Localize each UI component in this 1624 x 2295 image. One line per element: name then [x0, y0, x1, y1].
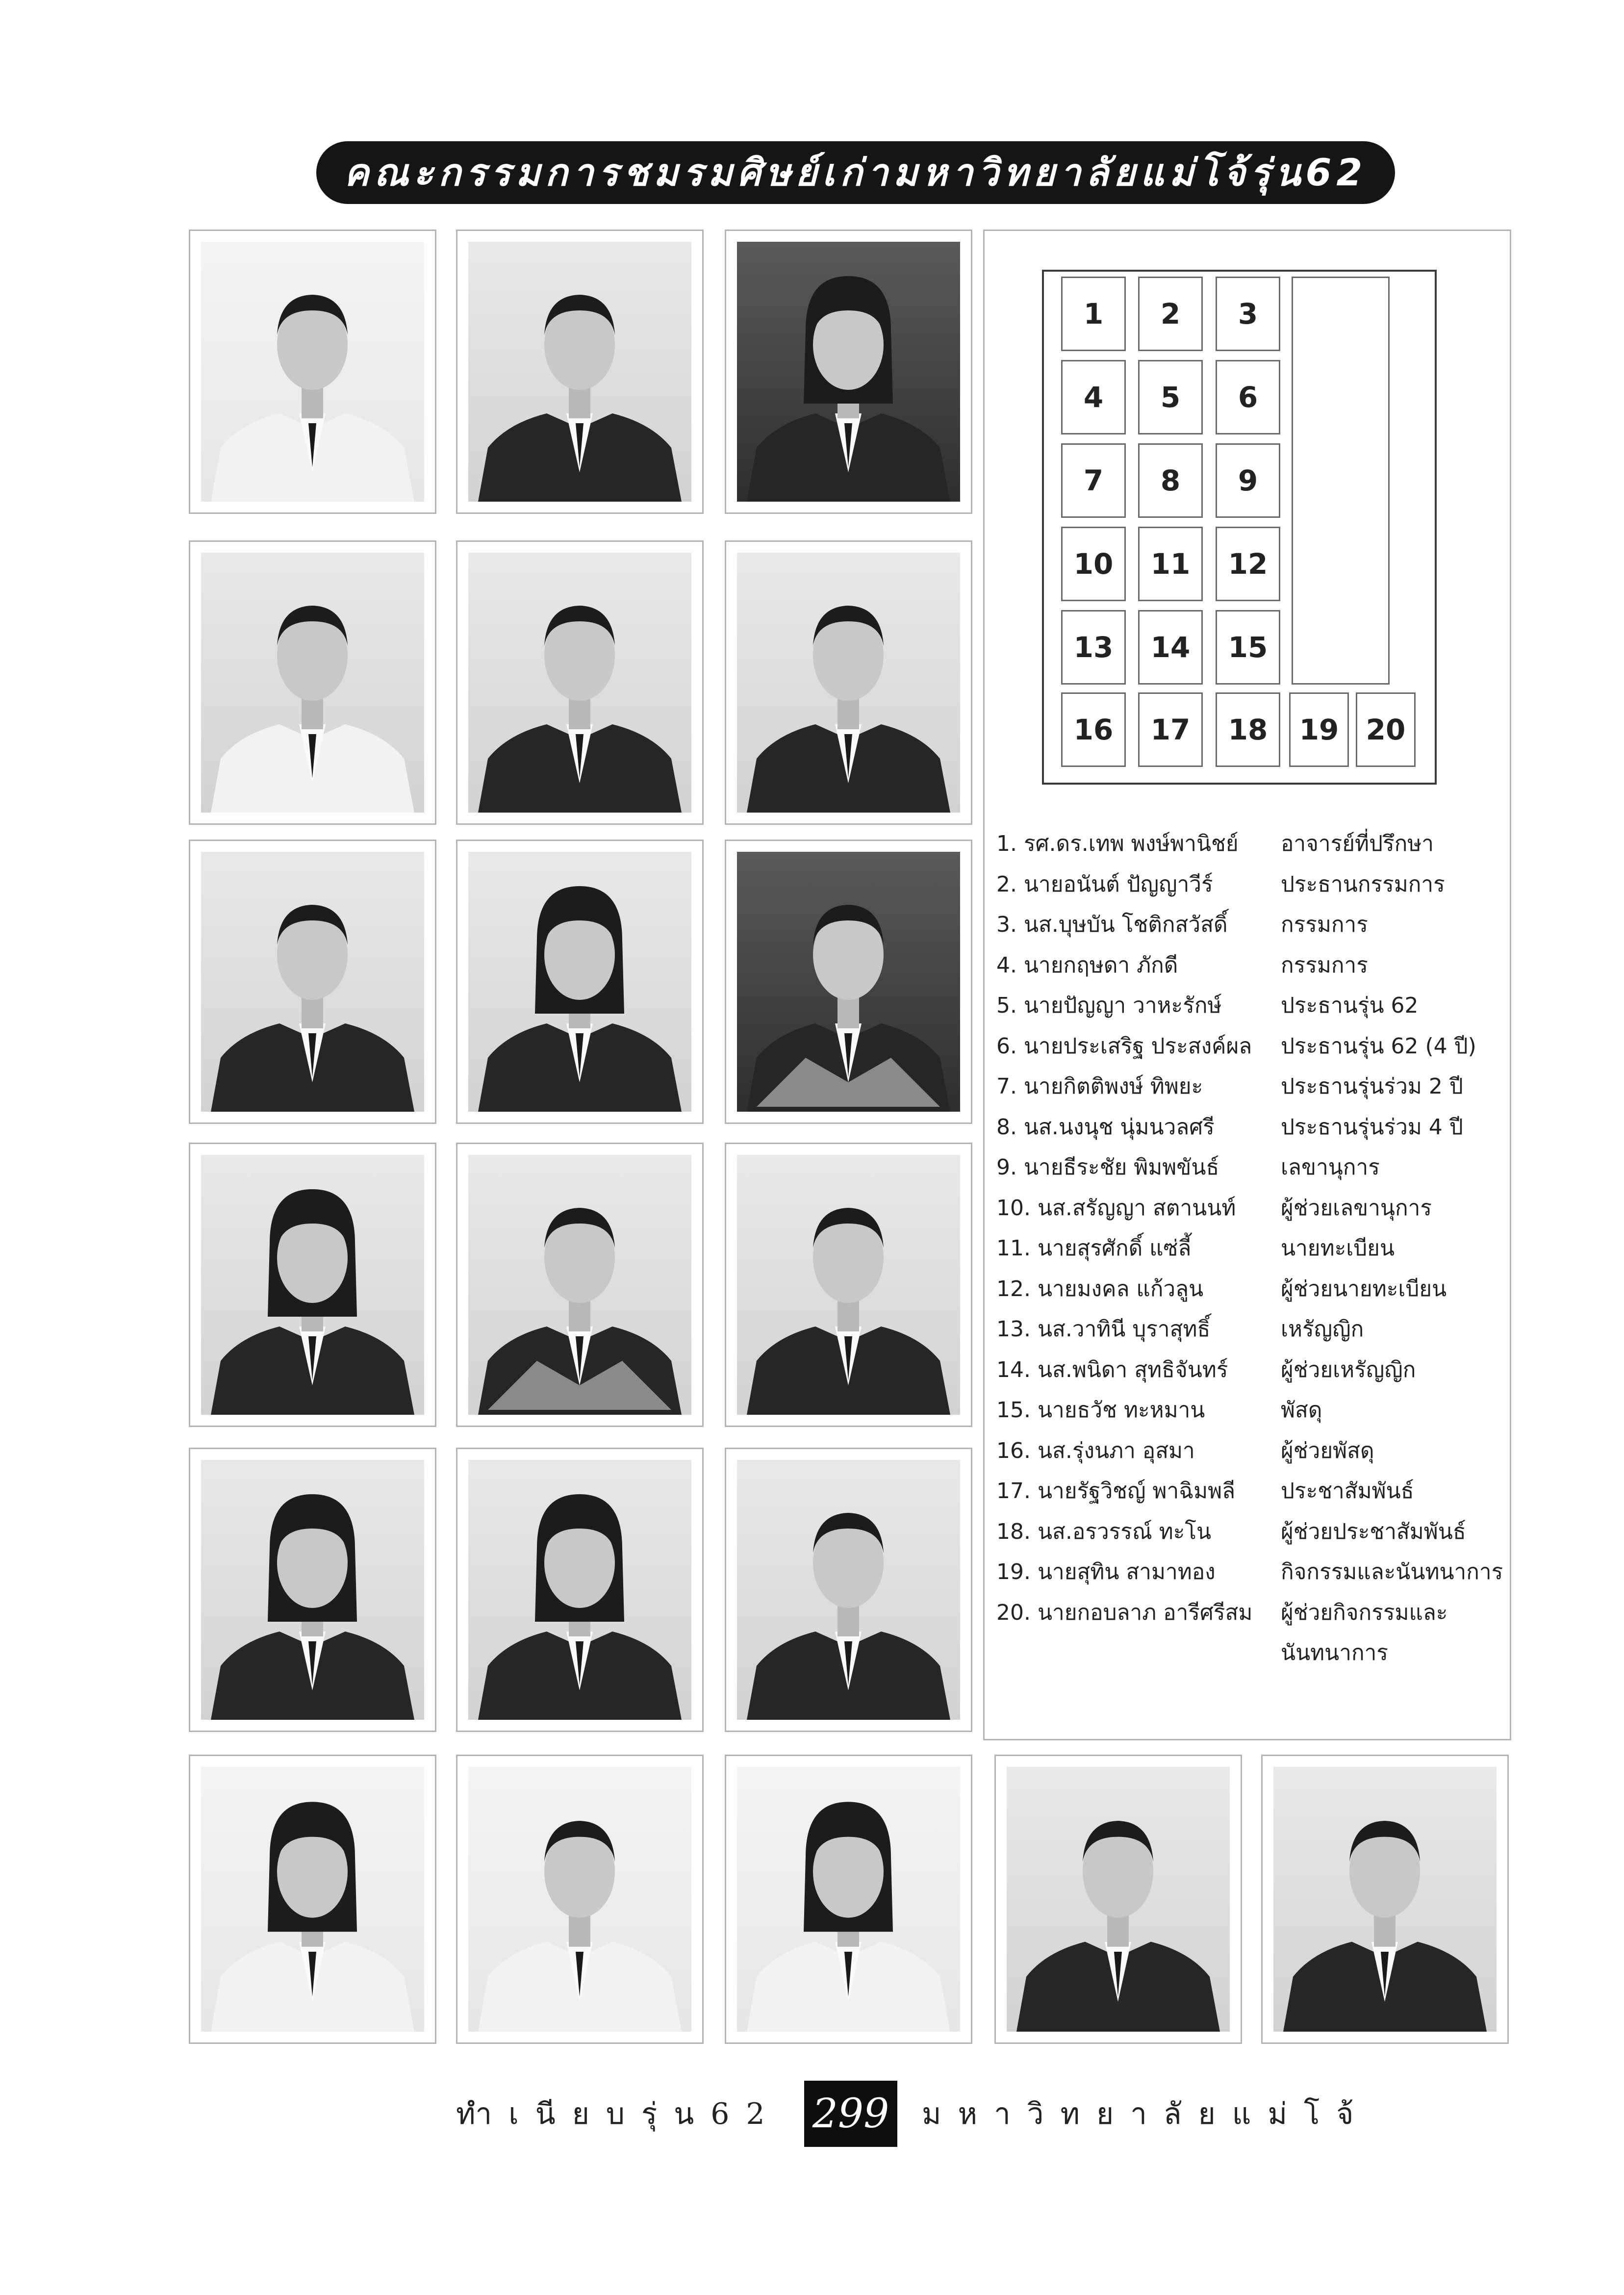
member-role: นายทะเบียน [1281, 1236, 1395, 1261]
portrait-photo [468, 553, 691, 813]
member-role: พัสดุ [1281, 1398, 1322, 1423]
portrait-photo [1007, 1767, 1230, 2032]
page-number: 299 [804, 2081, 897, 2147]
key-cell: 1 [1061, 277, 1126, 351]
key-cell: 8 [1138, 443, 1203, 518]
member-role: ผู้ช่วยกิจกรรมและ [1281, 1600, 1448, 1625]
photo-frame [189, 540, 436, 825]
photo-frame [725, 1143, 972, 1427]
portrait-photo [737, 1460, 960, 1720]
portrait-photo [468, 1767, 691, 2032]
member-name: 19. นายสุทิน สามาทอง [996, 1559, 1216, 1584]
key-cell: 20 [1356, 692, 1416, 767]
photo-frame [189, 1448, 436, 1732]
member-name: 12. นายมงคล แก้วลูน [996, 1276, 1204, 1301]
photo-frame [725, 540, 972, 825]
position-key-grid [1042, 270, 1437, 785]
portrait-photo [201, 1767, 424, 2032]
member-role: เลขานุการ [1281, 1155, 1380, 1180]
photo-frame [994, 1755, 1242, 2044]
key-cell: 5 [1138, 360, 1203, 434]
portrait-photo [201, 852, 424, 1112]
member-role: เหรัญญิก [1281, 1317, 1364, 1342]
key-cell: 19 [1289, 692, 1349, 767]
member-name: 4. นายกฤษดา ภักดี [996, 952, 1178, 978]
photo-frame [1261, 1755, 1509, 2044]
member-role: กรรมการ [1281, 912, 1368, 937]
key-cell: 15 [1216, 610, 1280, 685]
member-name: 9. นายธีระชัย พิมพขันธ์ [996, 1155, 1219, 1180]
portrait-photo [737, 553, 960, 813]
key-cell: 16 [1061, 692, 1126, 767]
portrait-photo [201, 242, 424, 502]
footer-right: มหาวิทยาลัยแม่โจ้ [922, 2096, 1370, 2131]
key-cell: 10 [1061, 527, 1126, 601]
member-name: 11. นายสุรศักดิ์ แซ่ลี้ [996, 1236, 1192, 1261]
portrait-photo [737, 1155, 960, 1415]
footer-left: ทำเนียบรุ่น62 [456, 2096, 782, 2131]
member-role: ประธานรุ่นร่วม 2 ปี [1281, 1074, 1463, 1099]
photo-frame [456, 840, 704, 1124]
member-role: ประธานกรรมการ [1281, 871, 1445, 897]
member-role: ผู้ช่วยเหรัญญิก [1281, 1357, 1416, 1382]
portrait-photo [468, 852, 691, 1112]
member-role: ประธานรุ่น 62 [1281, 993, 1419, 1018]
key-cell: 18 [1216, 692, 1280, 767]
key-cell: 12 [1216, 527, 1280, 601]
key-cell: 17 [1138, 692, 1203, 767]
photo-frame [456, 1448, 704, 1732]
portrait-photo [468, 1460, 691, 1720]
member-name: 6. นายประเสริฐ ประสงค์ผล [996, 1033, 1252, 1059]
key-cell: 4 [1061, 360, 1126, 434]
photo-frame [456, 1143, 704, 1427]
member-role: กิจกรรมและนันทนาการ [1281, 1559, 1503, 1584]
member-name: 16. นส.รุ่งนภา อุสมา [996, 1438, 1195, 1463]
member-role: ผู้ช่วยประชาสัมพันธ์ [1281, 1519, 1466, 1544]
photo-frame [725, 230, 972, 514]
portrait-photo [737, 242, 960, 502]
page-title: คณะกรรมการชมรมศิษย์เก่ามหาวิทยาลัยแม่โจ้รุ่น62 [316, 141, 1395, 204]
member-name: 10. นส.สรัญญา สตานนท์ [996, 1195, 1236, 1221]
photo-frame [189, 230, 436, 514]
key-cell: 14 [1138, 610, 1203, 685]
member-name: 2. นายอนันต์ ปัญญาวีร์ [996, 871, 1213, 897]
portrait-photo [1273, 1767, 1497, 2032]
member-role: ประธานรุ่น 62 (4 ปี) [1281, 1033, 1476, 1059]
portrait-photo [737, 1767, 960, 2032]
key-cell: 2 [1138, 277, 1203, 351]
member-name: 15. นายธวัช ทะหมาน [996, 1398, 1205, 1423]
member-role: ผู้ช่วยเลขานุการ [1281, 1195, 1432, 1221]
member-name: 13. นส.วาทินี บุราสุทธิ์ [996, 1317, 1211, 1342]
member-name: 17. นายรัฐวิชญ์ พาฉิมพลี [996, 1479, 1236, 1504]
photo-frame [725, 1448, 972, 1732]
portrait-photo [468, 242, 691, 502]
photo-frame [189, 840, 436, 1124]
member-role: ผู้ช่วยพัสดุ [1281, 1438, 1374, 1463]
key-cell: 7 [1061, 443, 1126, 518]
key-cell-blank [1292, 277, 1390, 685]
portrait-photo [468, 1155, 691, 1415]
key-cell: 13 [1061, 610, 1126, 685]
member-role: อาจารย์ที่ปรึกษา [1281, 831, 1434, 856]
portrait-photo [201, 1460, 424, 1720]
member-role: ประธานรุ่นร่วม 4 ปี [1281, 1114, 1463, 1140]
portrait-photo [201, 1155, 424, 1415]
key-cell: 6 [1216, 360, 1280, 434]
key-cell: 11 [1138, 527, 1203, 601]
portrait-photo [737, 852, 960, 1112]
member-name: 8. นส.นงนุช นุ่มนวลศรี [996, 1114, 1215, 1140]
photo-frame [189, 1143, 436, 1427]
member-role: ผู้ช่วยนายทะเบียน [1281, 1276, 1447, 1301]
photo-frame [189, 1755, 436, 2044]
member-name: 5. นายปัญญา วาหะรักษ์ [996, 993, 1222, 1018]
photo-frame [725, 1755, 972, 2044]
member-role: นันทนาการ [1281, 1640, 1388, 1665]
portrait-photo [201, 553, 424, 813]
member-role: ประชาสัมพันธ์ [1281, 1479, 1414, 1504]
photo-frame [456, 1755, 704, 2044]
photo-frame [456, 540, 704, 825]
photo-frame [456, 230, 704, 514]
member-name: 1. รศ.ดร.เทพ พงษ์พานิชย์ [996, 831, 1239, 856]
photo-frame [725, 840, 972, 1124]
member-role: กรรมการ [1281, 952, 1368, 978]
key-cell: 9 [1216, 443, 1280, 518]
member-name: 3. นส.บุษบัน โชติกสวัสดิ์ [996, 912, 1228, 937]
member-name: 14. นส.พนิดา สุทธิจันทร์ [996, 1357, 1228, 1382]
member-name: 20. นายกอบลาภ อารีศรีสม [996, 1600, 1253, 1625]
key-cell: 3 [1216, 277, 1280, 351]
member-name: 18. นส.อรวรรณ์ ทะโน [996, 1519, 1212, 1544]
member-name: 7. นายกิตติพงษ์ ทิพยะ [996, 1074, 1203, 1099]
